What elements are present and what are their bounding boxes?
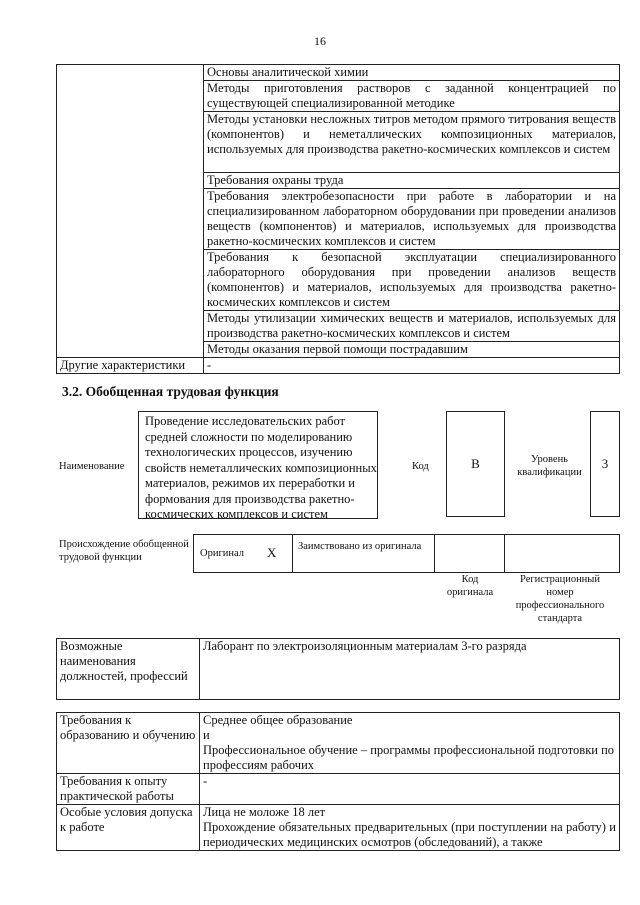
positions-value: Лаборант по электроизоляционным материалам 3-го разряда	[200, 639, 620, 700]
function-name-box	[138, 411, 378, 519]
level-value: 3	[601, 456, 609, 471]
admission-line: Лица не моложе 18 лет	[203, 805, 326, 819]
borrowed-label: Заимствовано из оригинала	[298, 541, 422, 552]
experience-label: Требования к опыту практической работы	[57, 774, 200, 805]
function-name-text: Проведение исследовательских работ средней сложности по моделированию технологических процессов, изучению свойств неметаллических композиционных материалов, режимов их переработки и формования для производства ракетно-космических комплексов и систем	[145, 414, 377, 521]
requirements-table	[56, 712, 620, 851]
education-line: Профессиональное обучение – программы профессиональной подготовки по профессиям рабочих	[203, 743, 615, 772]
code-original-caption: Код оригинала	[446, 574, 494, 598]
positions-table	[56, 638, 620, 700]
original-mark: X	[267, 545, 277, 560]
education-value	[200, 713, 620, 774]
knowledge-item: Методы приготовления растворов с заданной концентрацией по существующей специализированной методике	[204, 81, 620, 112]
code-value: B	[471, 456, 480, 471]
knowledge-item: Основы аналитической химии	[204, 65, 620, 81]
education-line: Среднее общее образование	[203, 713, 353, 727]
admission-label: Особые условия допуска к работе	[57, 805, 200, 851]
knowledge-table	[56, 64, 620, 374]
knowledge-item: Методы установки несложных титров методом прямого титрования веществ (компонентов) и неметаллических композиционных материалов, используемых для производства ракетно-космических комплексов и систем	[204, 112, 620, 173]
origin-box	[193, 534, 620, 573]
knowledge-item: Методы оказания первой помощи пострадавшим	[204, 342, 620, 358]
knowledge-item: Требования электробезопасности при работе в лаборатории и на специализированном лабораторном оборудовании при проведении анализов веществ (компонентов) и материалов, используемых для производства ракетно-космических комплексов и систем	[204, 189, 620, 250]
name-label: Наименование	[59, 461, 125, 472]
admission-value	[200, 805, 620, 851]
education-line: и	[203, 728, 210, 742]
code-label: Код	[412, 461, 429, 472]
knowledge-item: Методы утилизации химических веществ и материалов, используемых для производства ракетно-космических комплексов и систем	[204, 311, 620, 342]
original-cell	[194, 535, 293, 572]
origin-label: Происхождение обобщенной трудовой функции	[59, 539, 189, 563]
reg-number-caption: Регистрационный номер профессионального стандарта	[515, 574, 605, 624]
code-box	[446, 411, 505, 517]
level-label: Уровень квалификации	[517, 454, 582, 478]
admission-line: Прохождение обязательных предварительных (при поступлении на работу) и периодических медицинских осмотров (обследований), а также	[203, 820, 616, 849]
other-characteristics-label: Другие характеристики	[57, 358, 204, 374]
page-number: 16	[314, 34, 326, 48]
experience-value: -	[200, 774, 620, 805]
code-original-cell	[434, 535, 505, 572]
knowledge-label-cell	[57, 65, 204, 358]
knowledge-item: Требования к безопасной эксплуатации специализированного лабораторного оборудования при проведении анализов веществ (компонентов) и материалов, используемых для производства ракетно-космических комплексов и систем	[204, 250, 620, 311]
other-characteristics-value: -	[204, 358, 620, 374]
original-label: Оригинал	[200, 548, 244, 559]
section-title: 3.2. Обобщенная трудовая функция	[62, 384, 279, 399]
education-label: Требования к образованию и обучению	[57, 713, 200, 774]
positions-label: Возможные наименования должностей, профессий	[57, 639, 200, 700]
knowledge-item: Требования охраны труда	[204, 173, 620, 189]
level-box	[590, 411, 620, 517]
